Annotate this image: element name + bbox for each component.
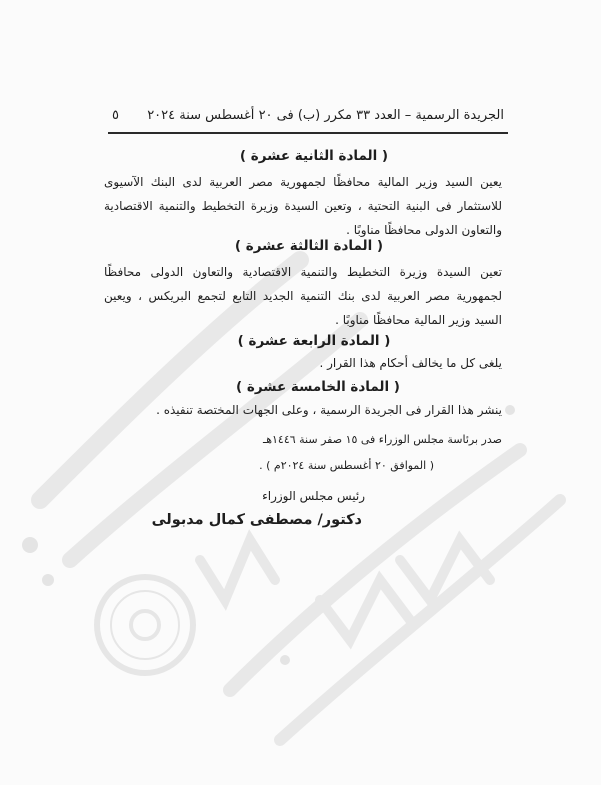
page-number: ٥: [112, 108, 119, 123]
header-title: الجريدة الرسمية – العدد ٣٣ مكرر (ب) فى ٢٠ أغسطس سنة ٢٠٢٤: [147, 108, 504, 123]
issued-corresponding-date: ( الموافق ٢٠ أغسطس سنة ٢٠٢٤م ) .: [259, 459, 434, 472]
article-14-heading: ( المادة الرابعة عشرة ): [237, 333, 391, 349]
signatory-name: دكتور/ مصطفى كمال مدبولى: [151, 512, 362, 528]
signatory-title: رئيس مجلس الوزراء: [262, 489, 365, 503]
page-header: [112, 108, 504, 123]
article-14-text: يلغى كل ما يخالف أحكام هذا القرار .: [319, 356, 502, 370]
header-divider: [108, 132, 508, 134]
article-12-heading: ( المادة الثانية عشرة ): [239, 148, 389, 164]
article-15-heading: ( المادة الخامسة عشرة ): [236, 379, 400, 395]
article-13-text: تعين السيدة وزيرة التخطيط والتنمية الاقتصادية والتعاون الدولى محافظًا لجمهورية مصر العربية لدى بنك التنمية الجديد التابع لتجمع البريكس ، ويعين السيد وزير المالية محافظًا مناوبًا .: [104, 265, 502, 327]
article-13-heading: ( المادة الثالثة عشرة ): [234, 238, 384, 254]
article-12-text: يعين السيد وزير المالية محافظًا لجمهورية مصر العربية لدى البنك الآسيوى للاستثمار فى البنية التحتية ، وتعين السيدة وزيرة التخطيط والتنمية الاقتصادية والتعاون الدولى محافظًا مناوبًا .: [104, 175, 502, 237]
article-15-text: ينشر هذا القرار فى الجريدة الرسمية ، وعلى الجهات المختصة تنفيذه .: [156, 403, 502, 417]
issued-line: صدر برئاسة مجلس الوزراء فى ١٥ صفر سنة ١٤٤٦هـ: [262, 433, 502, 446]
